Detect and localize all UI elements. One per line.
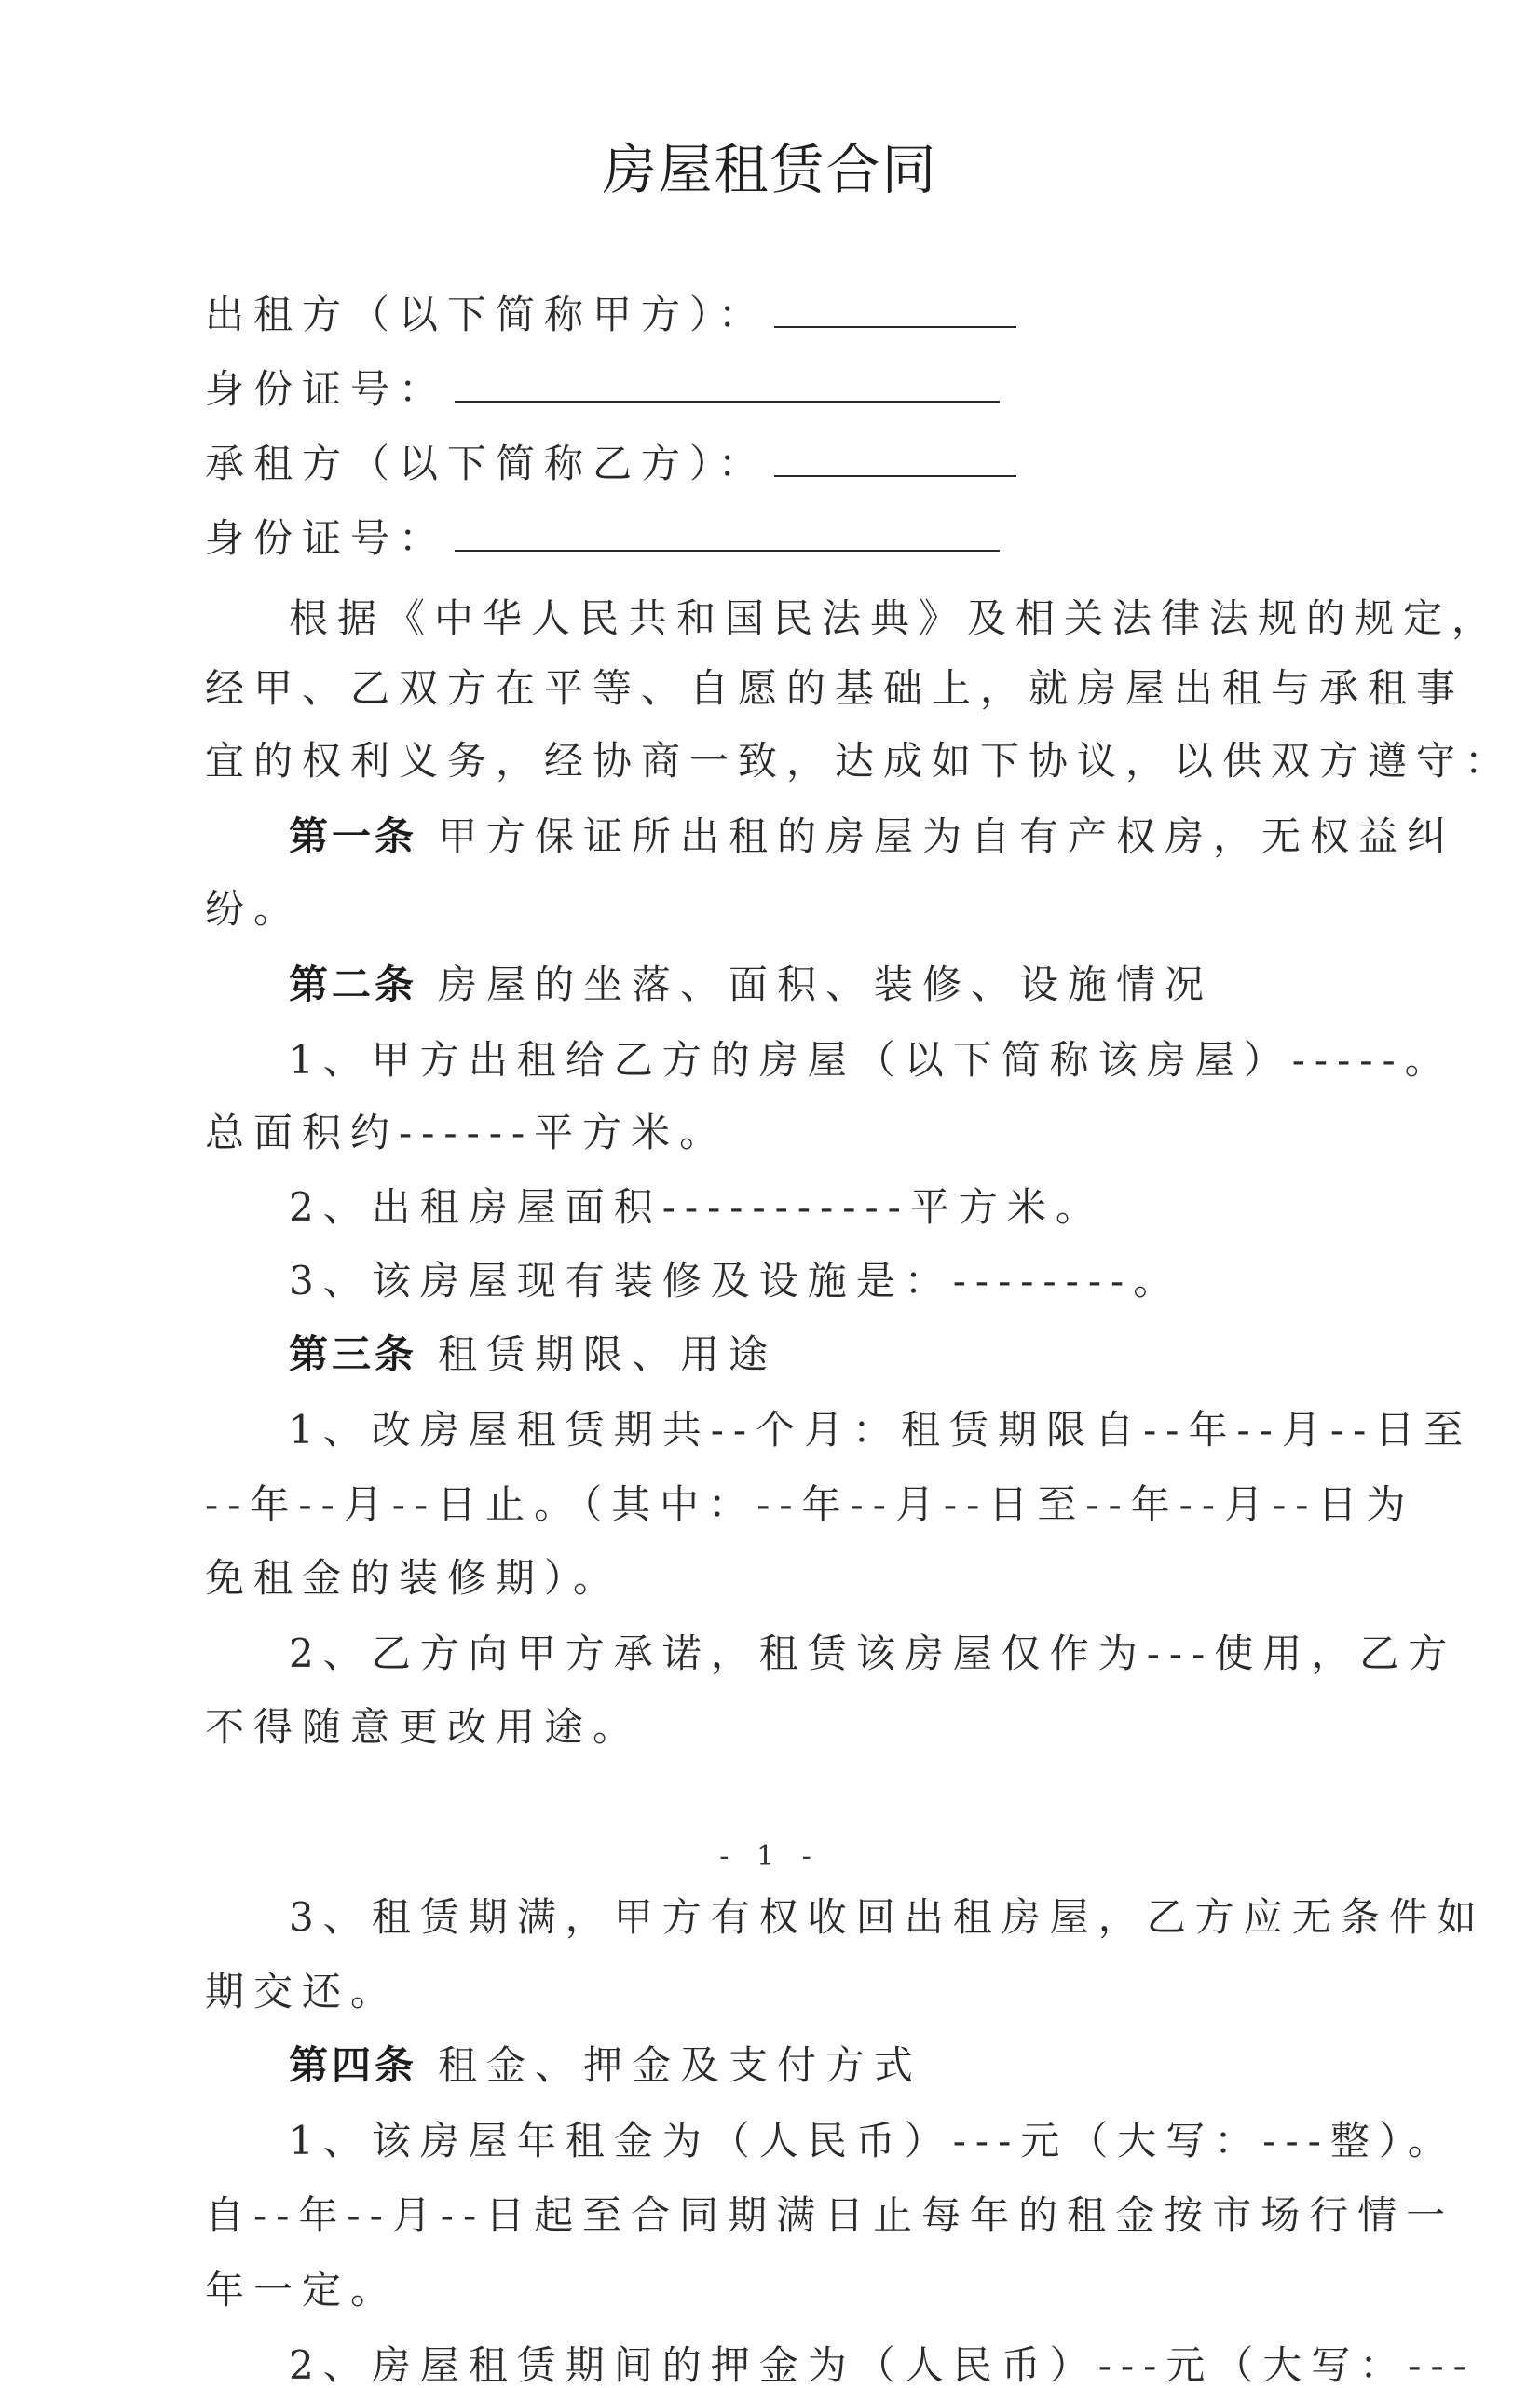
article-4-item-1-line-3: 年一定。 [205,2267,400,2313]
document-title: 房屋租赁合同 [602,138,938,201]
article-2-item-2: 2、出租房屋面积-----------平方米。 [289,1184,1104,1230]
lessee-label: 承租方（以下简称乙方）： [205,441,768,486]
article-3-heading-line [289,1331,778,1377]
article-4-item-2-line-1: 2、房屋租赁期间的押金为（人民币）---元（大写：--- [289,2342,1476,2388]
article-2-item-3: 3、该房屋现有装修及设施是：--------。 [289,1258,1182,1303]
article-3-item-2-line-1: 2、乙方向甲方承诺，租赁该房屋仅作为---使用，乙方 [289,1631,1457,1676]
article-2-text: 房屋的坐落、面积、装修、设施情况 [438,962,1214,1007]
article-3-item-3-line-2: 期交还。 [205,1969,400,2014]
article-4-text: 租金、押金及支付方式 [438,2042,923,2088]
article-1-heading: 第一条 [289,813,418,859]
lessor-name-blank[interactable] [774,294,1016,328]
lessor-id-line [205,366,1000,412]
article-4-heading: 第四条 [289,2042,418,2088]
lessee-id-blank[interactable] [455,518,1000,552]
lessee-line [205,443,1016,484]
article-1-line-2: 纷。 [205,886,303,932]
lessor-id-label: 身份证号： [205,366,448,412]
article-3-item-3-line-1: 3、租赁期满，甲方有权收回出租房屋，乙方应无条件如 [289,1894,1486,1940]
article-2-item-1-line-2: 总面积约------平方米。 [205,1110,729,1155]
article-3-item-2-line-2: 不得随意更改用途。 [205,1704,642,1750]
preamble-line-1: 根据《中华人民共和国民法典》及相关法律法规的规定， [289,595,1501,641]
article-3-item-1-line-3: 免租金的装修期）。 [205,1555,622,1601]
page-number: - 1 - [719,1840,821,1873]
article-2-heading-line [289,962,1214,1007]
lessee-id-line [205,515,1000,561]
article-2-heading: 第二条 [289,962,418,1007]
article-3-item-1-line-2: --年--月--日止。（其中：--年--月--日至--年--月--日为 [205,1481,1415,1527]
article-4-item-1-line-1: 1、该房屋年租金为（人民币）---元（大写：---整）。 [289,2118,1456,2163]
lessee-name-blank[interactable] [774,443,1016,477]
article-1-line-1 [289,813,1456,859]
preamble-line-2: 经甲、乙双方在平等、自愿的基础上，就房屋出租与承租事 [205,665,1465,711]
lessor-line [205,292,1016,337]
preamble-line-3: 宜的权利义务，经协商一致，达成如下协议，以供双方遵守： [205,738,1514,784]
article-4-item-1-line-2: 自--年--月--日起至合同期满日止每年的租金按市场行情一 [205,2192,1455,2238]
lessor-label: 出租方（以下简称甲方）： [205,292,768,337]
article-1-text: 甲方保证所出租的房屋为自有产权房，无权益纠 [438,813,1456,859]
article-4-heading-line [289,2042,923,2088]
article-3-heading: 第三条 [289,1331,418,1377]
article-3-text: 租赁期限、用途 [438,1331,778,1377]
article-2-item-1-line-1: 1、甲方出租给乙方的房屋（以下简称该房屋）-----。 [289,1037,1453,1083]
lessee-id-label: 身份证号： [205,515,448,561]
lessor-id-blank[interactable] [455,369,1000,403]
article-3-item-1-line-1: 1、改房屋租赁期共--个月：租赁期限自--年--月--日至 [289,1407,1473,1453]
